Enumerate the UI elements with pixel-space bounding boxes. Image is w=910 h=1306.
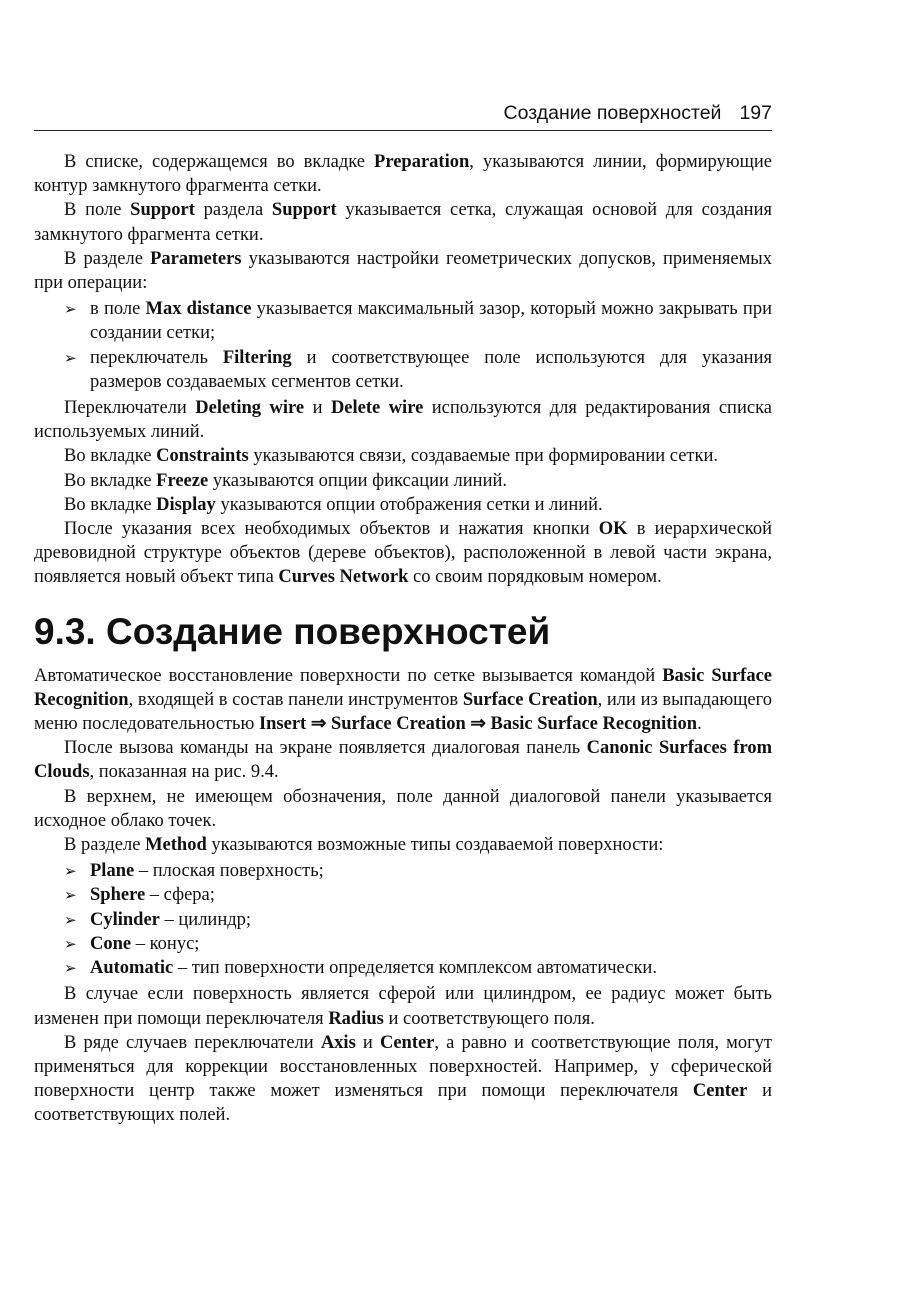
bullet-list	[34, 297, 772, 394]
header-title: Создание поверхностей	[503, 102, 722, 124]
bullet-arrow-icon: ➢	[64, 300, 77, 319]
bullet-arrow-icon: ➢	[64, 910, 77, 929]
paragraph: Переключатели Deleting wire и Delete wire используются для редактирования списка используемых линий.	[34, 398, 772, 443]
bullet-arrow-icon: ➢	[64, 862, 77, 881]
list-item: ➢ Cylinder – цилиндр;	[34, 908, 772, 932]
paragraph: Во вкладке Freeze указываются опции фиксации линий.	[64, 470, 507, 491]
paragraph: В верхнем, не имеющем обозначения, поле данной диалоговой панели указывается исходное облако точек.	[34, 786, 772, 831]
list-item: ➢ Plane – плоская поверхность;	[34, 859, 772, 883]
paragraph: Во вкладке Display указываются опции отображения сетки и линий.	[64, 494, 603, 515]
paragraph: В списке, содержащемся во вкладке Preparation, указываются линии, формирующие контур замкнутого фрагмента сетки.	[34, 152, 772, 197]
page-number: 197	[739, 102, 772, 124]
bullet-arrow-icon: ➢	[64, 348, 77, 367]
bullet-arrow-icon: ➢	[64, 934, 77, 953]
paragraph: В ряде случаев переключатели Axis и Center, а равно и соответствующие поля, могут применяться для коррекции восстановленных поверхностей. Например, у сферической поверхности центр также может изменяться при помощи переключателя Center и соответствующих полей.	[34, 1032, 772, 1126]
paragraph: В поле Support раздела Support указывается сетка, служащая основой для создания замкнутого фрагмента сетки.	[34, 200, 772, 245]
bullet-list	[34, 859, 772, 980]
list-item: ➢ Cone – конус;	[34, 932, 772, 956]
paragraph: Во вкладке Constraints указываются связи, создаваемые при формировании сетки.	[64, 446, 719, 467]
paragraph: В разделе Parameters указываются настройки геометрических допусков, применяемых при операции:	[34, 248, 772, 294]
section-heading: 9.3. Создание поверхностей	[34, 610, 551, 652]
running-header	[34, 98, 772, 131]
list-item: ➢ Sphere – сфера;	[34, 883, 772, 907]
bullet-arrow-icon: ➢	[64, 886, 77, 905]
list-item: ➢ переключатель Filtering и соответствующее поле используются для указания размеров создаваемых сегментов сетки.	[64, 347, 772, 392]
paragraph: В случае если поверхность является сферой или цилиндром, ее радиус может быть изменен при помощи переключателя Radius и соответствующего поля.	[34, 984, 772, 1029]
paragraph: В разделе Method указываются возможные типы создаваемой поверхности:	[64, 835, 664, 856]
paragraph: Автоматическое восстановление поверхности по сетке вызывается командой Basic Surface Recognition, входящей в состав панели инструментов Surface Creation, или из выпадающего меню последовательностью Insert ⇒ Surface Creation ⇒ Basic Surface Recognition.	[34, 665, 773, 735]
paragraph: После указания всех необходимых объектов и нажатия кнопки OK в иерархической древовидной структуре объектов (дереве объектов), расположенной в левой части экрана, появляется новый объект типа Curves Network со своим порядковым номером.	[34, 519, 772, 588]
list-item: ➢ Automatic – тип поверхности определяется комплексом автоматически.	[34, 956, 772, 980]
bullet-arrow-icon: ➢	[64, 959, 77, 978]
paragraph: После вызова команды на экране появляется диалоговая панель Canonic Surfaces from Clouds, показанная на рис. 9.4.	[34, 738, 772, 783]
page-body	[34, 150, 772, 1128]
list-item: ➢ в поле Max distance указывается максимальный зазор, который можно закрывать при создании сетки;	[64, 299, 772, 344]
